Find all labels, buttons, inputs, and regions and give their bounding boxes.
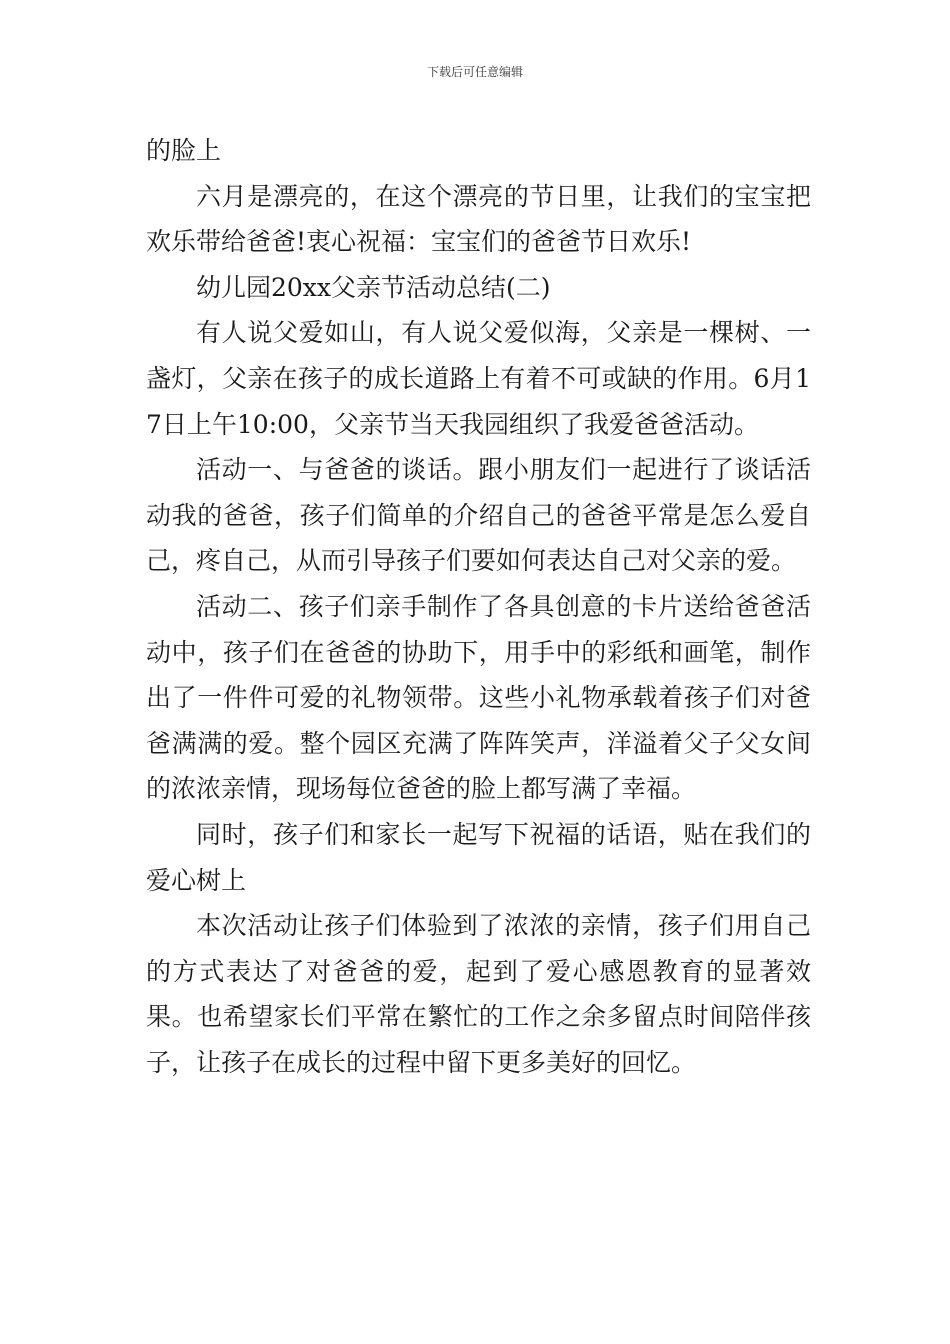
paragraph-7: 同时，孩子们和家长一起写下祝福的话语，贴在我们的爱心树上 (146, 819, 811, 895)
paragraph-6: 活动二、孩子们亲手制作了各具创意的卡片送给爸爸活动中，孩子们在爸爸的协助下，用手中的彩纸和画笔，制作出了一件件可爱的礼物领带。这些小礼物承载着孩子们对爸爸满满的爱。整个园区充满了阵阵笑声，洋溢着父子父女间的浓浓亲情，现场每位爸爸的脸上都写满了幸福。 (146, 591, 811, 804)
section-title: 幼儿园20xx父亲节活动总结(二) (196, 272, 551, 302)
paragraph-8: 本次活动让孩子们体验到了浓浓的亲情，孩子们用自己的方式表达了对爸爸的爱，起到了爱心感恩教育的显著效果。也希望家长们平常在繁忙的工作之余多留点时间陪伴孩子，让孩子在成长的过程中留下更多美好的回忆。 (146, 911, 811, 1077)
paragraph-2: 六月是漂亮的，在这个漂亮的节日里，让我们的宝宝把欢乐带给爸爸!衷心祝福：宝宝们的爸爸节日欢乐! (146, 181, 811, 257)
paragraph-5: 活动一、与爸爸的谈话。跟小朋友们一起进行了谈话活动我的爸爸，孩子们简单的介绍自己的爸爸平常是怎么爱自己，疼自己，从而引导孩子们要如何表达自己对父亲的爱。 (146, 455, 811, 576)
paragraph-4: 有人说父爱如山，有人说父爱似海，父亲是一棵树、一盏灯，父亲在孩子的成长道路上有着不可或缺的作用。6月17日上午10:00，父亲节当天我园组织了我爱爸爸活动。 (146, 318, 811, 439)
document-body (146, 128, 811, 1085)
page-header-note: 下载后可任意编辑 (426, 65, 523, 79)
paragraph-1: 的脸上 (146, 136, 222, 165)
